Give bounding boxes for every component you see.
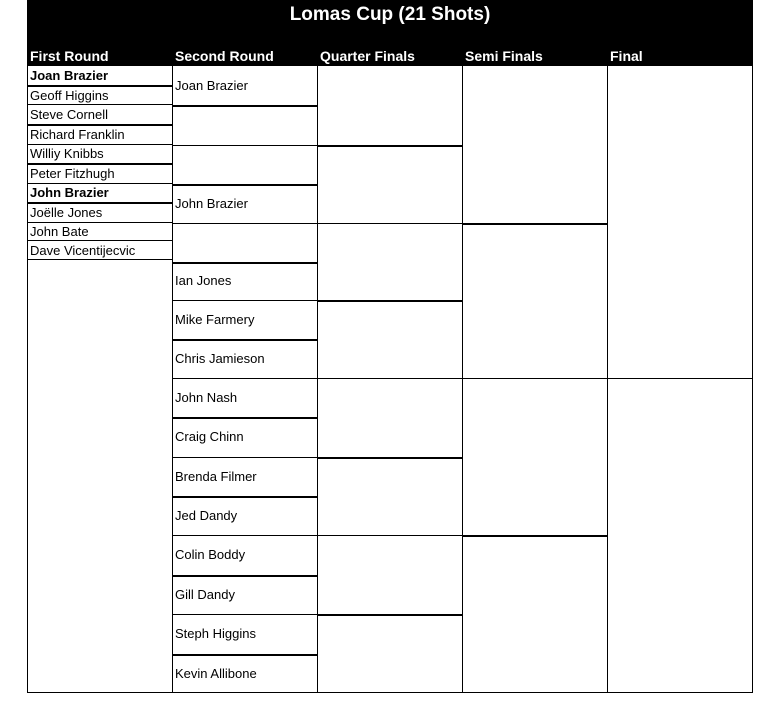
first-round-player: Joan Brazier [30, 68, 109, 83]
semi-final-divider [462, 223, 607, 225]
second-round-player: John Nash [175, 390, 238, 405]
second-round-divider [172, 417, 317, 419]
quarter-final-divider [317, 457, 462, 459]
bracket-grid [27, 66, 753, 693]
final-divider [607, 378, 753, 379]
first-round-divider [27, 85, 172, 87]
quarter-final-divider [317, 300, 462, 302]
second-round-player: Steph Higgins [175, 626, 256, 641]
second-round-player: Jed Dandy [175, 508, 238, 523]
second-round-player: Joan Brazier [175, 78, 248, 93]
second-round-divider [172, 654, 317, 656]
second-round-player: Colin Boddy [175, 547, 246, 562]
column-divider [27, 66, 28, 693]
quarter-final-divider [317, 145, 462, 147]
first-round-divider [27, 144, 172, 145]
first-round-player: Peter Fitzhugh [30, 166, 115, 181]
first-round-divider [27, 183, 172, 184]
column-divider [752, 66, 753, 693]
first-round-divider [27, 222, 172, 223]
column-divider [317, 66, 318, 693]
second-round-player: Ian Jones [175, 273, 232, 288]
semi-final-divider [462, 378, 607, 379]
second-round-player: John Brazier [175, 196, 248, 211]
column-header-quarter-finals: Quarter Finals [320, 48, 415, 64]
first-round-player: Joëlle Jones [30, 205, 103, 220]
second-round-divider [172, 575, 317, 577]
second-round-divider [172, 339, 317, 341]
column-header-final: Final [610, 48, 643, 64]
second-round-player: Gill Dandy [175, 587, 235, 602]
first-round-player: John Bate [30, 224, 89, 239]
second-round-divider [172, 535, 317, 536]
quarter-final-divider [317, 614, 462, 616]
second-round-player: Kevin Allibone [175, 666, 257, 681]
first-round-player: Richard Franklin [30, 127, 125, 142]
second-round-divider [172, 614, 317, 615]
column-header-semi-finals: Semi Finals [465, 48, 543, 64]
column-header-first-round: First Round [30, 48, 109, 64]
column-divider [462, 66, 463, 693]
second-round-divider [172, 300, 317, 301]
column-divider [172, 66, 173, 693]
quarter-final-divider [317, 223, 462, 224]
second-round-divider [172, 496, 317, 498]
first-round-player: Williy Knibbs [30, 146, 104, 161]
quarter-final-divider [317, 378, 462, 379]
first-round-player: Geoff Higgins [30, 88, 109, 103]
second-round-divider [172, 262, 317, 264]
second-round-divider [172, 145, 317, 146]
first-round-divider [27, 259, 172, 260]
column-header-second-round: Second Round [175, 48, 274, 64]
first-round-player: Steve Cornell [30, 107, 109, 122]
second-round-divider [172, 184, 317, 186]
column-divider [607, 66, 608, 693]
first-round-divider [27, 163, 172, 165]
first-round-divider [27, 240, 172, 241]
page-title: Lomas Cup (21 Shots) [289, 4, 491, 25]
semi-final-divider [462, 535, 607, 537]
second-round-divider [172, 223, 317, 224]
first-round-divider [27, 104, 172, 105]
second-round-divider [172, 457, 317, 458]
first-round-divider [27, 124, 172, 126]
second-round-player: Mike Farmery [175, 312, 255, 327]
quarter-final-divider [317, 535, 462, 536]
first-round-player: Dave Vicentijecvic [30, 243, 136, 258]
second-round-player: Brenda Filmer [175, 469, 257, 484]
second-round-player: Chris Jamieson [175, 351, 265, 366]
bracket-header [27, 0, 753, 66]
second-round-divider [172, 105, 317, 107]
first-round-player: John Brazier [30, 185, 109, 200]
bottom-border [27, 692, 753, 693]
second-round-divider [172, 378, 317, 379]
first-round-divider [27, 202, 172, 204]
second-round-player: Craig Chinn [175, 429, 244, 444]
